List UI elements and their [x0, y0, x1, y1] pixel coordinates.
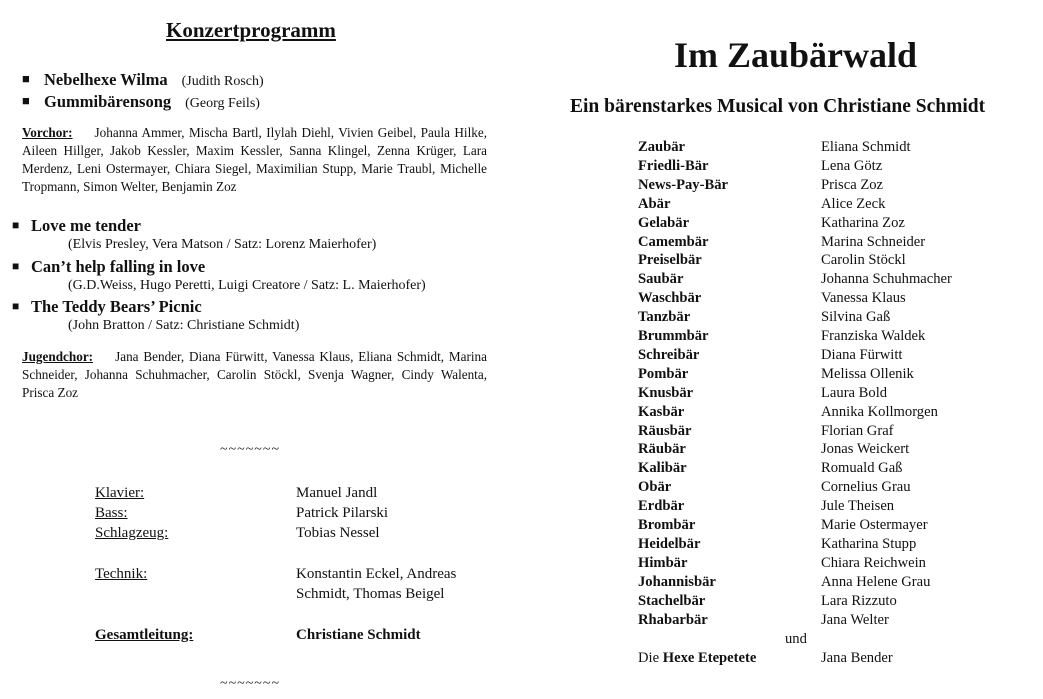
vorchor-block	[22, 124, 487, 196]
cast-role: Brummbär	[638, 328, 709, 344]
separator: ~~~~~~~	[220, 676, 281, 691]
separator: ~~~~~~~	[220, 442, 281, 457]
song-credit: (Judith Rosch)	[181, 74, 264, 89]
cast-actor: Franziska Waldek	[821, 328, 926, 344]
cast-actor: Jule Theisen	[821, 498, 895, 515]
cast-actor: Lena Götz	[821, 157, 883, 174]
song-item	[12, 297, 300, 333]
crew-label: Gesamtleitung:	[95, 627, 194, 643]
cast-role: Preiselbär	[638, 252, 702, 269]
opening-song	[22, 70, 264, 90]
bullet-icon: ■	[12, 259, 20, 273]
cast-role: Brombär	[638, 517, 696, 533]
cast-role: Obär	[638, 479, 672, 496]
cast-actor: Romuald Gaß	[821, 460, 903, 477]
song-credit: (G.D.Weiss, Hugo Peretti, Luigi Creatore / Satz: L. Maierhofer)	[68, 278, 426, 293]
opening-song	[22, 92, 260, 112]
song-item	[12, 257, 426, 293]
song-credit: (Elvis Presley, Vera Matson / Satz: Lorenz Maierhofer)	[68, 237, 377, 252]
song-item	[12, 216, 377, 252]
program-title: Konzertprogramm	[166, 18, 336, 42]
cast-role: Erdbär	[638, 498, 685, 515]
song-title: Nebelhexe Wilma	[44, 70, 168, 89]
cast-actor: Cornelius Grau	[821, 479, 911, 496]
bullet-icon: ■	[22, 71, 30, 86]
crew-label: Technik:	[95, 566, 148, 582]
cast-actor: Alice Zeck	[821, 195, 886, 212]
cast-role: Rhabarbär	[638, 611, 708, 628]
cast-actor: Marie Ostermayer	[821, 517, 928, 533]
song-title: Gummibärensong	[44, 92, 172, 111]
cast-role: Johannisbär	[638, 573, 716, 590]
song-title: The Teddy Bears’ Picnic	[31, 297, 202, 316]
cast-actor: Carolin Stöckl	[821, 252, 906, 269]
jugendchor-block	[22, 348, 487, 402]
cast-role: Knusbär	[638, 384, 694, 401]
cast-actor: Prisca Zoz	[821, 176, 884, 193]
hexe-prefix: Die	[638, 650, 660, 666]
cast-role: Zaubär	[638, 139, 686, 155]
cast-actor: Vanessa Klaus	[821, 290, 906, 307]
cast-role: Hexe Etepetete	[662, 650, 757, 666]
cast-role: Friedli-Bär	[638, 157, 709, 174]
cast-role: News-Pay-Bär	[638, 176, 728, 193]
cast-row-hexe	[638, 650, 893, 667]
cast-role: Saubär	[638, 271, 684, 288]
cast-actor: Silvina Gaß	[821, 309, 891, 326]
cast-actor: Florian Graf	[821, 422, 894, 439]
cast-actor: Jana Bender	[821, 650, 893, 666]
cast-role: Räubär	[638, 441, 686, 458]
crew-label: Schlagzeug:	[95, 525, 169, 541]
cast-role: Stachelbär	[638, 592, 706, 609]
bullet-icon: ■	[22, 93, 30, 108]
cast-role: Waschbär	[638, 290, 702, 307]
cast-role: Heidelbär	[638, 535, 701, 552]
cast-role: Abär	[638, 195, 671, 212]
musical-subtitle: Ein bärenstarkes Musical von Christiane Schmidt	[570, 96, 986, 117]
cast-actor: Marina Schneider	[821, 233, 926, 250]
cast-role: Camembär	[638, 233, 709, 250]
jugendchor-members: Jana Bender, Diana Fürwitt, Vanessa Klaus, Eliana Schmidt, Marina Schneider, Johanna Schuhmacher, Carolin Stöckl, Svenja Wagner, Cindy Walenta, Prisca Zoz	[22, 349, 487, 400]
crew-label: Bass:	[95, 505, 128, 521]
cast-actor: Laura Bold	[821, 384, 888, 401]
crew-value: Patrick Pilarski	[296, 505, 389, 521]
song-credit: (John Bratton / Satz: Christiane Schmidt)	[68, 318, 300, 333]
jugendchor-label: Jugendchor:	[22, 349, 94, 364]
musical-title: Im Zaubärwald	[674, 35, 918, 75]
cast-actor: Chiara Reichwein	[821, 554, 926, 571]
cast-actor: Diana Fürwitt	[821, 346, 903, 363]
vorchor-members: Johanna Ammer, Mischa Bartl, Ilylah Diehl, Vivien Geibel, Paula Hilke, Aileen Hillger, Jakob Kessler, Maxim Kessler, Sanna Klingel, Zenna Krüger, Lara Merdenz, Leni Ostermayer, Chiara Siegel, Maximilian Stupp, Marie Traubl, Michelle Tropmann, Simon Welter, Benjamin Zoz	[22, 125, 487, 194]
cast-role: Tanzbär	[638, 309, 691, 326]
cast-role: Räusbär	[638, 422, 692, 439]
vorchor-label: Vorchor:	[22, 125, 73, 140]
song-credit: (Georg Feils)	[185, 96, 260, 111]
cast-actor: Johanna Schuhmacher	[821, 271, 952, 288]
song-title: Can’t help falling in love	[31, 257, 206, 276]
crew-value: Manuel Jandl	[296, 485, 378, 501]
cast-actor: Jonas Weickert	[821, 441, 910, 458]
cast-actor: Jana Welter	[821, 611, 889, 628]
cast-role: Kalibär	[638, 460, 687, 477]
cast-role: Pombär	[638, 365, 689, 382]
cast-actor: Katharina Zoz	[821, 214, 905, 231]
cast-actor: Lara Rizzuto	[821, 592, 897, 609]
cast-role: Kasbär	[638, 403, 685, 420]
crew-value: Schmidt, Thomas Beigel	[296, 586, 445, 602]
cast-actor: Katharina Stupp	[821, 535, 917, 552]
cast-actor: Anna Helene Grau	[821, 573, 931, 590]
cast-role: Himbär	[638, 554, 688, 571]
cast-actor: Melissa Ollenik	[821, 365, 914, 382]
song-title: Love me tender	[31, 216, 141, 235]
crew-value: Christiane Schmidt	[296, 627, 421, 643]
crew-label: Klavier:	[95, 485, 145, 501]
bullet-icon: ■	[12, 218, 20, 232]
crew-value: Konstantin Eckel, Andreas	[296, 566, 457, 582]
bullet-icon: ■	[12, 299, 20, 313]
cast-actor: Eliana Schmidt	[821, 139, 911, 155]
cast-role: Gelabär	[638, 214, 690, 231]
cast-actor: Annika Kollmorgen	[821, 403, 938, 420]
crew-value: Tobias Nessel	[296, 525, 380, 541]
and-word: und	[785, 631, 807, 647]
cast-role: Schreibär	[638, 346, 700, 363]
